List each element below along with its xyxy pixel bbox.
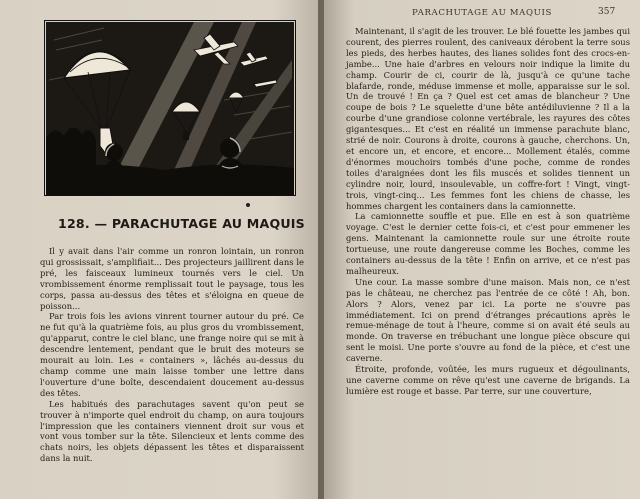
- paragraph: Maintenant, il s'agit de les trouver. Le blé fouette les jambes qui courent, des pierres roulent, des caniveaux dérobent la terre sous les pieds, des herbes hautes, des lianes solides font des crocs-en-jambe... Une haie d'arbres en velours noir indique la limite du champ. Courir de ci, courir de là, jusqu'à ce qu'une tache blafarde, ronde, méduse immense et molle, apparaisse sur le sol. Un de trouvé ! En ça ? Quel est cet amas de blancheur ? Une coupe de bois ? Le squelette d'une bête antédiluvienne ? Il a la courbe d'une grandiose colonne vertébrale, les rayures des côtes gigantesques... Et c'est en réalité un immense parachute blanc, strié de noir. Courons à droite, courons à gauche, cherchons. Un, et encore un, et encore, et encore... Mollement étalés, comme d'énormes mouchoirs tombés d'une poche, comme de rondes toiles d'araignées dont les fils muscés et solides tiennent un cylindre noir, lourd, insoulevable, un coffre-fort ! Vingt, vingt-trois, vingt-cinq... Les femmes font les chiens de chasse, les hommes chargent les containers dans la camionnette.: [346, 26, 630, 211]
- ornament-dot: [246, 203, 250, 207]
- paragraph: Étroite, profonde, voûtée, les murs rugueux et dégoulinants, une caverne comme on rêve qu'est une caverne de brigands. La lumière est rouge et basse. Par terre, sur une couverture,: [346, 364, 630, 396]
- running-header: PARACHUTAGE AU MAQUIS: [412, 8, 552, 18]
- page-number: 357: [598, 7, 616, 17]
- right-body-text: [346, 26, 630, 397]
- paragraph: Une cour. La masse sombre d'une maison. Mais non, ce n'est pas le château, ne cherchez pas l'entrée de ce côté ! Ah, bon. Alors ? Alors, venez par ici. La porte ne s'ouvre pas immédiatement. Ici on prend d'étranges précautions après le remue-ménage de tout à l'heure, comme si on avait été seuls au monde. On traverse en trébuchant une longue pièce obscure qui sent le moisi. Une porte s'ouvre au fond de la pièce, et c'est une caverne.: [346, 276, 630, 364]
- paragraph: Il y avait dans l'air comme un ronron lointain, un ronron qui grossissait, s'amplifiait... Des projecteurs jaillirent dans le pré, les faisceaux lumineux tournés vers le ciel. Un vrombissement énorme remplissait tout le paysage, tous les corps, passa au-dessus des têtes et s'éloigna en queue de poisson...: [40, 246, 304, 311]
- paragraph: Les habitués des parachutages savent qu'on peut se trouver à n'importe quel endroit du champ, on aura toujours l'impression que les containers viennent droit sur vous et vont vous tomber sur la tête. Silencieux et lents comme des chats noirs, les objets dépassent les têtes et disparaissent dans la nuit.: [40, 398, 304, 464]
- paragraph: Par trois fois les avions vinrent tourner autour du pré. Ce ne fut qu'à la quatrième fois, au plus gros du vrombissement, qu'apparut, contre le ciel blanc, une frange noire qui se mit à descendre lentement, pendant que le bruit des moteurs se mourait au loin. Les « containers », lâchés au-dessus du champ comme une main laisse tomber une lettre dans l'ouverture d'une boîte, descendaient doucement au-dessus des têtes.: [40, 311, 304, 398]
- right-page: [322, 0, 640, 499]
- parachute-drop-illustration: [44, 20, 296, 196]
- chapter-title: 128. — PARACHUTAGE AU MAQUIS: [58, 216, 305, 231]
- paragraph: La camionnette souffle et pue. Elle en est à son quatrième voyage. C'est le dernier cette fois-ci, et c'est pour emmener les gens. Maintenant la camionnette roule sur une étroite route tortueuse, une route dangereuse comme les Boches, comme les containers au-dessus de la tête ! Enfin on arrive, et ce n'est pas malheureux.: [346, 211, 630, 276]
- book-gutter: [318, 0, 324, 499]
- left-body-text: [40, 246, 304, 464]
